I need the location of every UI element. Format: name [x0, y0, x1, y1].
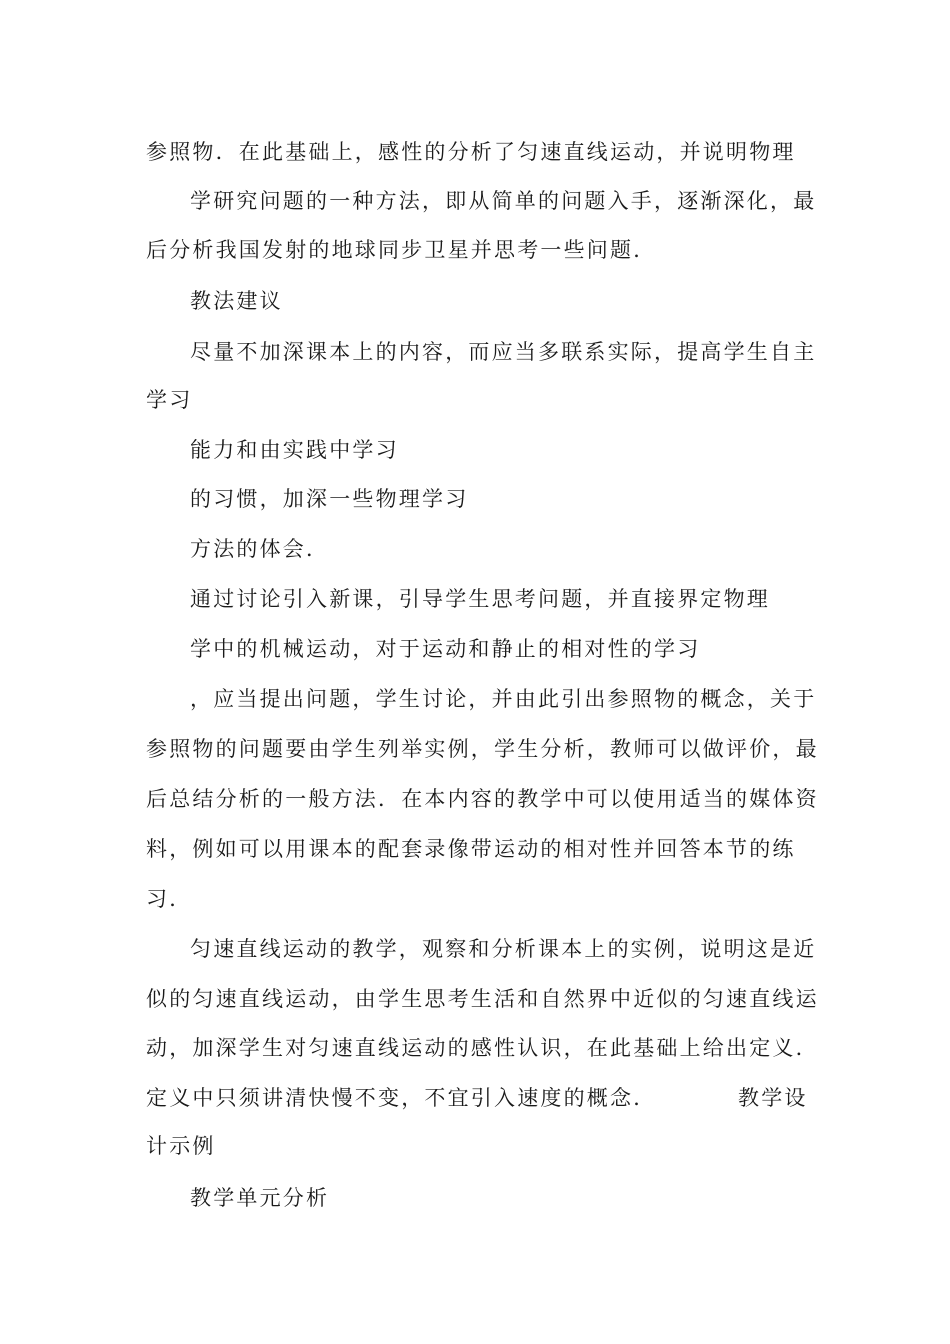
section-heading: 教学单元分析: [190, 1186, 330, 1210]
text-line: 参照物．在此基础上，感性的分析了匀速直线运动，并说明物理: [146, 140, 796, 164]
text-line: 定义中只须讲清快慢不变，不宜引入速度的概念．: [146, 1086, 657, 1110]
text-line: 习．: [146, 887, 193, 911]
text-line: 匀速直线运动的教学，观察和分析课本上的实例，说明这是近: [190, 937, 817, 961]
section-heading-part: 教学设: [738, 1086, 808, 1110]
text-line: 尽量不加深课本上的内容，而应当多联系实际，提高学生自主: [190, 340, 817, 364]
text-line: 学中的机械运动，对于运动和静止的相对性的学习: [190, 637, 701, 661]
text-line: 学研究问题的一种方法，即从简单的问题入手，逐渐深化，最: [190, 189, 817, 213]
text-line: 的习惯，加深一些物理学习: [190, 487, 469, 511]
text-line: 通过讨论引入新课，引导学生思考问题，并直接界定物理: [190, 587, 770, 611]
text-line: 料，例如可以用课本的配套录像带运动的相对性并回答本节的练: [146, 837, 796, 861]
text-line: 学习: [146, 388, 193, 412]
text-line: 似的匀速直线运动，由学生思考生活和自然界中近似的匀速直线运: [146, 987, 819, 1011]
text-line: 后总结分析的一般方法．在本内容的教学中可以使用适当的媒体资: [146, 787, 819, 811]
text-line: 能力和由实践中学习: [190, 438, 399, 462]
text-line: 动，加深学生对匀速直线运动的感性认识，在此基础上给出定义．: [146, 1036, 819, 1060]
text-line: 后分析我国发射的地球同步卫星并思考一些问题．: [146, 238, 657, 262]
text-line: ，应当提出问题，学生讨论，并由此引出参照物的概念，关于: [190, 687, 817, 711]
text-line: 参照物的问题要由学生列举实例，学生分析，教师可以做评价，最: [146, 737, 819, 761]
text-line: 方法的体会．: [190, 537, 330, 561]
section-heading: 教法建议: [190, 289, 283, 313]
section-heading-part: 计示例: [146, 1134, 216, 1158]
